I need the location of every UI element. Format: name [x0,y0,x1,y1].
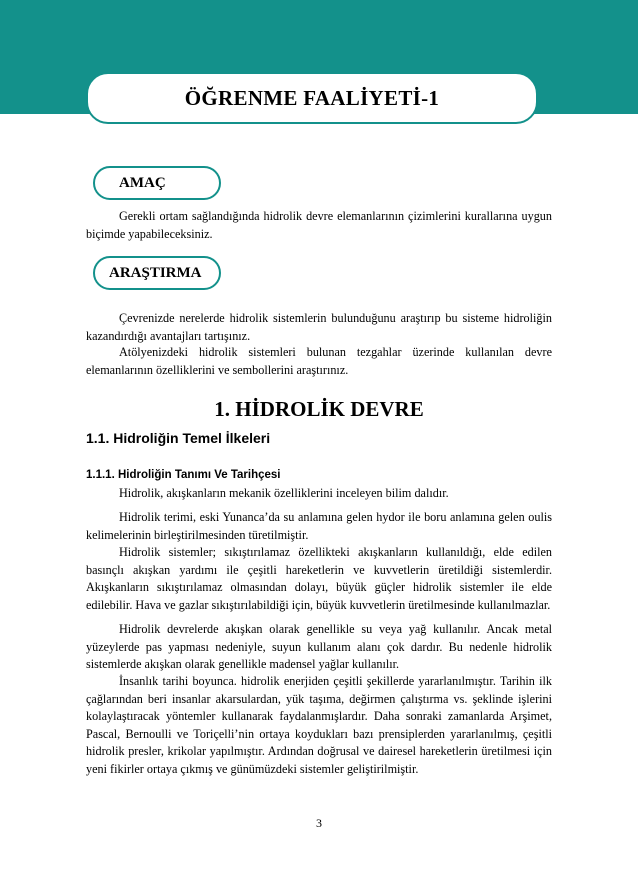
page-number: 3 [316,816,322,830]
arastirma-label: ARAŞTIRMA [93,256,221,290]
amac-text: Gerekli ortam sağlandığında hidrolik devre elemanlarının çizimlerini kurallarına uygun biçimde yapabileceksiniz. [86,209,552,241]
body-paragraph-2: Hidrolik terimi, eski Yunanca’da su anlamına gelen hydor ile boru anlamına gelen oulis kelimelerinin birleştirilmesinden türetilmiştir. [86,510,552,542]
page-title: ÖĞRENME FAALİYETİ-1 [86,72,538,124]
body-paragraph-5: İnsanlık tarihi boyunca. hidrolik enerjiden çeşitli şekillerde yararlanılmıştır. Tarihin ilk çağlarından beri insanlar akarsulardan, yük taşıma, değirmen çalıştırma vs. şeklinde işlerini kolaylaştıracak yöntemler kullanarak faydalanmışlardır. Daha sonraki zamanlarda Arşimet, Pascal, Bernoulli ve Toriçelli’nin ortaya koydukları bazı prensiplerden yararlanılmış, çeşitli hidrolik presler, krikolar yapılmıştır. Ardından doğrusal ve dairesel hareketlerin üretilmesi için yeni fikirler ortaya çıkmış ve günümüzdeki sistemler geliştirilmiştir. [86,674,552,776]
section-title: 1. HİDROLİK DEVRE [214,397,424,421]
body-paragraph-3: Hidrolik sistemler; sıkıştırılamaz özellikteki akışkanların kullanıldığı, elde edilen basınçlı akışkan yardımı ile çeşitli hareketlerin ve kuvvetlerin üretildiği sistemlerdir. Akışkanların sıkıştırılamaz olmasından dolayı, büyük güçler hidrolik sistemler ile elde edilebilir. Hava ve gazlar sıkıştırılabildiği için, büyük kuvvetlerin üretilmesinde kullanılmazlar. [86,545,552,612]
amac-label: AMAÇ [93,166,221,200]
body-paragraph-1: Hidrolik, akışkanların mekanik özelliklerini inceleyen bilim dalıdır. [119,486,449,500]
body-paragraph-4: Hidrolik devrelerde akışkan olarak genellikle su veya yağ kullanılır. Ancak metal yüzeylerde pas yapması nedeniyle, suyun kullanım alanı çok dardır. Bu nedenle hidrolik sistemlerde akışkan olarak genellikle madensel yağlar kullanılır. [86,622,552,671]
arastirma-paragraph-2: Atölyenizdeki hidrolik sistemleri bulunan tezgahlar üzerinde kullanılan devre elemanlarının özelliklerini ve sembollerini araştırınız. [86,345,552,377]
section-subtitle: 1.1. Hidroliğin Temel İlkeleri [86,430,271,446]
section-subsubtitle: 1.1.1. Hidroliğin Tanımı Ve Tarihçesi [86,469,281,481]
arastirma-paragraph-1: Çevrenizde nerelerde hidrolik sistemlerin bulunduğunu araştırıp bu sisteme hidroliğin kazandırdığı avantajları tartışınız. [86,311,552,343]
